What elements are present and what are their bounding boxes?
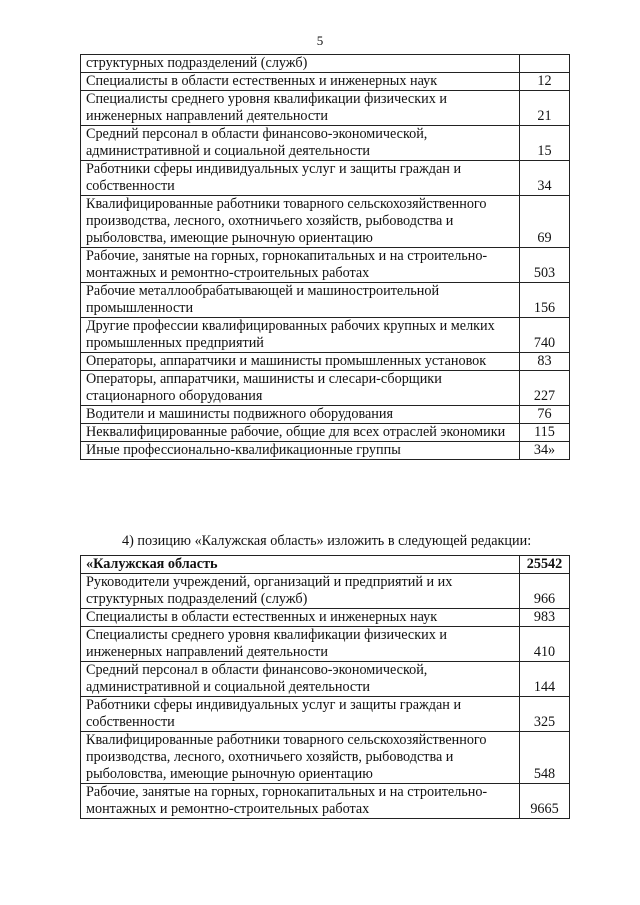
row-value: 21	[520, 91, 570, 126]
row-name: Иные профессионально-квалификационные группы	[81, 442, 520, 460]
row-name: Специалисты в области естественных и инженерных наук	[81, 73, 520, 91]
row-name: Рабочие, занятые на горных, горнокапитальных и на строительно-монтажных и ремонтно-строительных работах	[81, 784, 520, 819]
row-name: Специалисты среднего уровня квалификации физических и инженерных направлений деятельности	[81, 627, 520, 662]
row-name: структурных подразделений (служб)	[81, 55, 520, 73]
row-value: 115	[520, 424, 570, 442]
row-value: 15	[520, 126, 570, 161]
table-row	[81, 248, 570, 283]
row-value: 144	[520, 662, 570, 697]
row-value: 9665	[520, 784, 570, 819]
row-value: 548	[520, 732, 570, 784]
table-row	[81, 55, 570, 73]
region-name: «Калужская область	[81, 556, 520, 574]
row-value: 503	[520, 248, 570, 283]
row-value: 12	[520, 73, 570, 91]
row-name: Специалисты в области естественных и инженерных наук	[81, 609, 520, 627]
table-row	[81, 442, 570, 460]
page-number: 5	[316, 33, 324, 48]
table-row	[81, 627, 570, 662]
table-body	[81, 556, 570, 819]
row-name: Средний персонал в области финансово-экономической, административной и социальной деятельности	[81, 126, 520, 161]
row-value: 740	[520, 318, 570, 353]
table-row	[81, 91, 570, 126]
region-heading-row	[81, 556, 570, 574]
row-name: Работники сферы индивидуальных услуг и защиты граждан и собственности	[81, 161, 520, 196]
table-row	[81, 609, 570, 627]
row-value: 156	[520, 283, 570, 318]
row-value	[520, 55, 570, 73]
table-row	[81, 126, 570, 161]
table-row	[81, 424, 570, 442]
row-name: Водители и машинисты подвижного оборудования	[81, 406, 520, 424]
row-name: Операторы, аппаратчики и машинисты промышленных установок	[81, 353, 520, 371]
occupation-table-kaluga-region	[80, 555, 570, 819]
row-value: 983	[520, 609, 570, 627]
row-name: Квалифицированные работники товарного сельскохозяйственного производства, лесного, охотничьего хозяйств, рыбоводства и рыболовства, имеющие рыночную ориентацию	[81, 732, 520, 784]
row-value: 34»	[520, 442, 570, 460]
row-value: 966	[520, 574, 570, 609]
row-name: Рабочие, занятые на горных, горнокапитальных и на строительно-монтажных и ремонтно-строительных работах	[81, 248, 520, 283]
row-name: Работники сферы индивидуальных услуг и защиты граждан и собственности	[81, 697, 520, 732]
table-row	[81, 161, 570, 196]
row-value: 69	[520, 196, 570, 248]
table-row	[81, 196, 570, 248]
table-row	[81, 697, 570, 732]
row-value: 410	[520, 627, 570, 662]
row-value: 83	[520, 353, 570, 371]
table-body	[81, 55, 570, 460]
row-name: Средний персонал в области финансово-экономической, административной и социальной деятельности	[81, 662, 520, 697]
row-name: Операторы, аппаратчики, машинисты и слесари-сборщики стационарного оборудования	[81, 371, 520, 406]
row-name: Специалисты среднего уровня квалификации физических и инженерных направлений деятельности	[81, 91, 520, 126]
row-name: Другие профессии квалифицированных рабочих крупных и мелких промышленных предприятий	[81, 318, 520, 353]
table-row	[81, 283, 570, 318]
row-value: 34	[520, 161, 570, 196]
row-name: Неквалифицированные рабочие, общие для всех отраслей экономики	[81, 424, 520, 442]
row-name: Рабочие металлообрабатывающей и машиностроительной промышленности	[81, 283, 520, 318]
row-name: Квалифицированные работники товарного сельскохозяйственного производства, лесного, охотничьего хозяйств, рыбоводства и рыболовства, имеющие рыночную ориентацию	[81, 196, 520, 248]
row-value: 325	[520, 697, 570, 732]
table-row	[81, 784, 570, 819]
table-row	[81, 574, 570, 609]
table-row	[81, 318, 570, 353]
table-row	[81, 662, 570, 697]
table-row	[81, 73, 570, 91]
row-value: 76	[520, 406, 570, 424]
table-row	[81, 406, 570, 424]
amendment-instruction: 4) позицию «Калужская область» изложить в следующей редакции:	[122, 533, 532, 549]
table-row	[81, 371, 570, 406]
region-total: 25542	[520, 556, 570, 574]
row-name: Руководители учреждений, организаций и предприятий и их структурных подразделений (служб)	[81, 574, 520, 609]
table-row	[81, 353, 570, 371]
row-value: 227	[520, 371, 570, 406]
table-row	[81, 732, 570, 784]
occupation-table-previous-region	[80, 54, 570, 460]
